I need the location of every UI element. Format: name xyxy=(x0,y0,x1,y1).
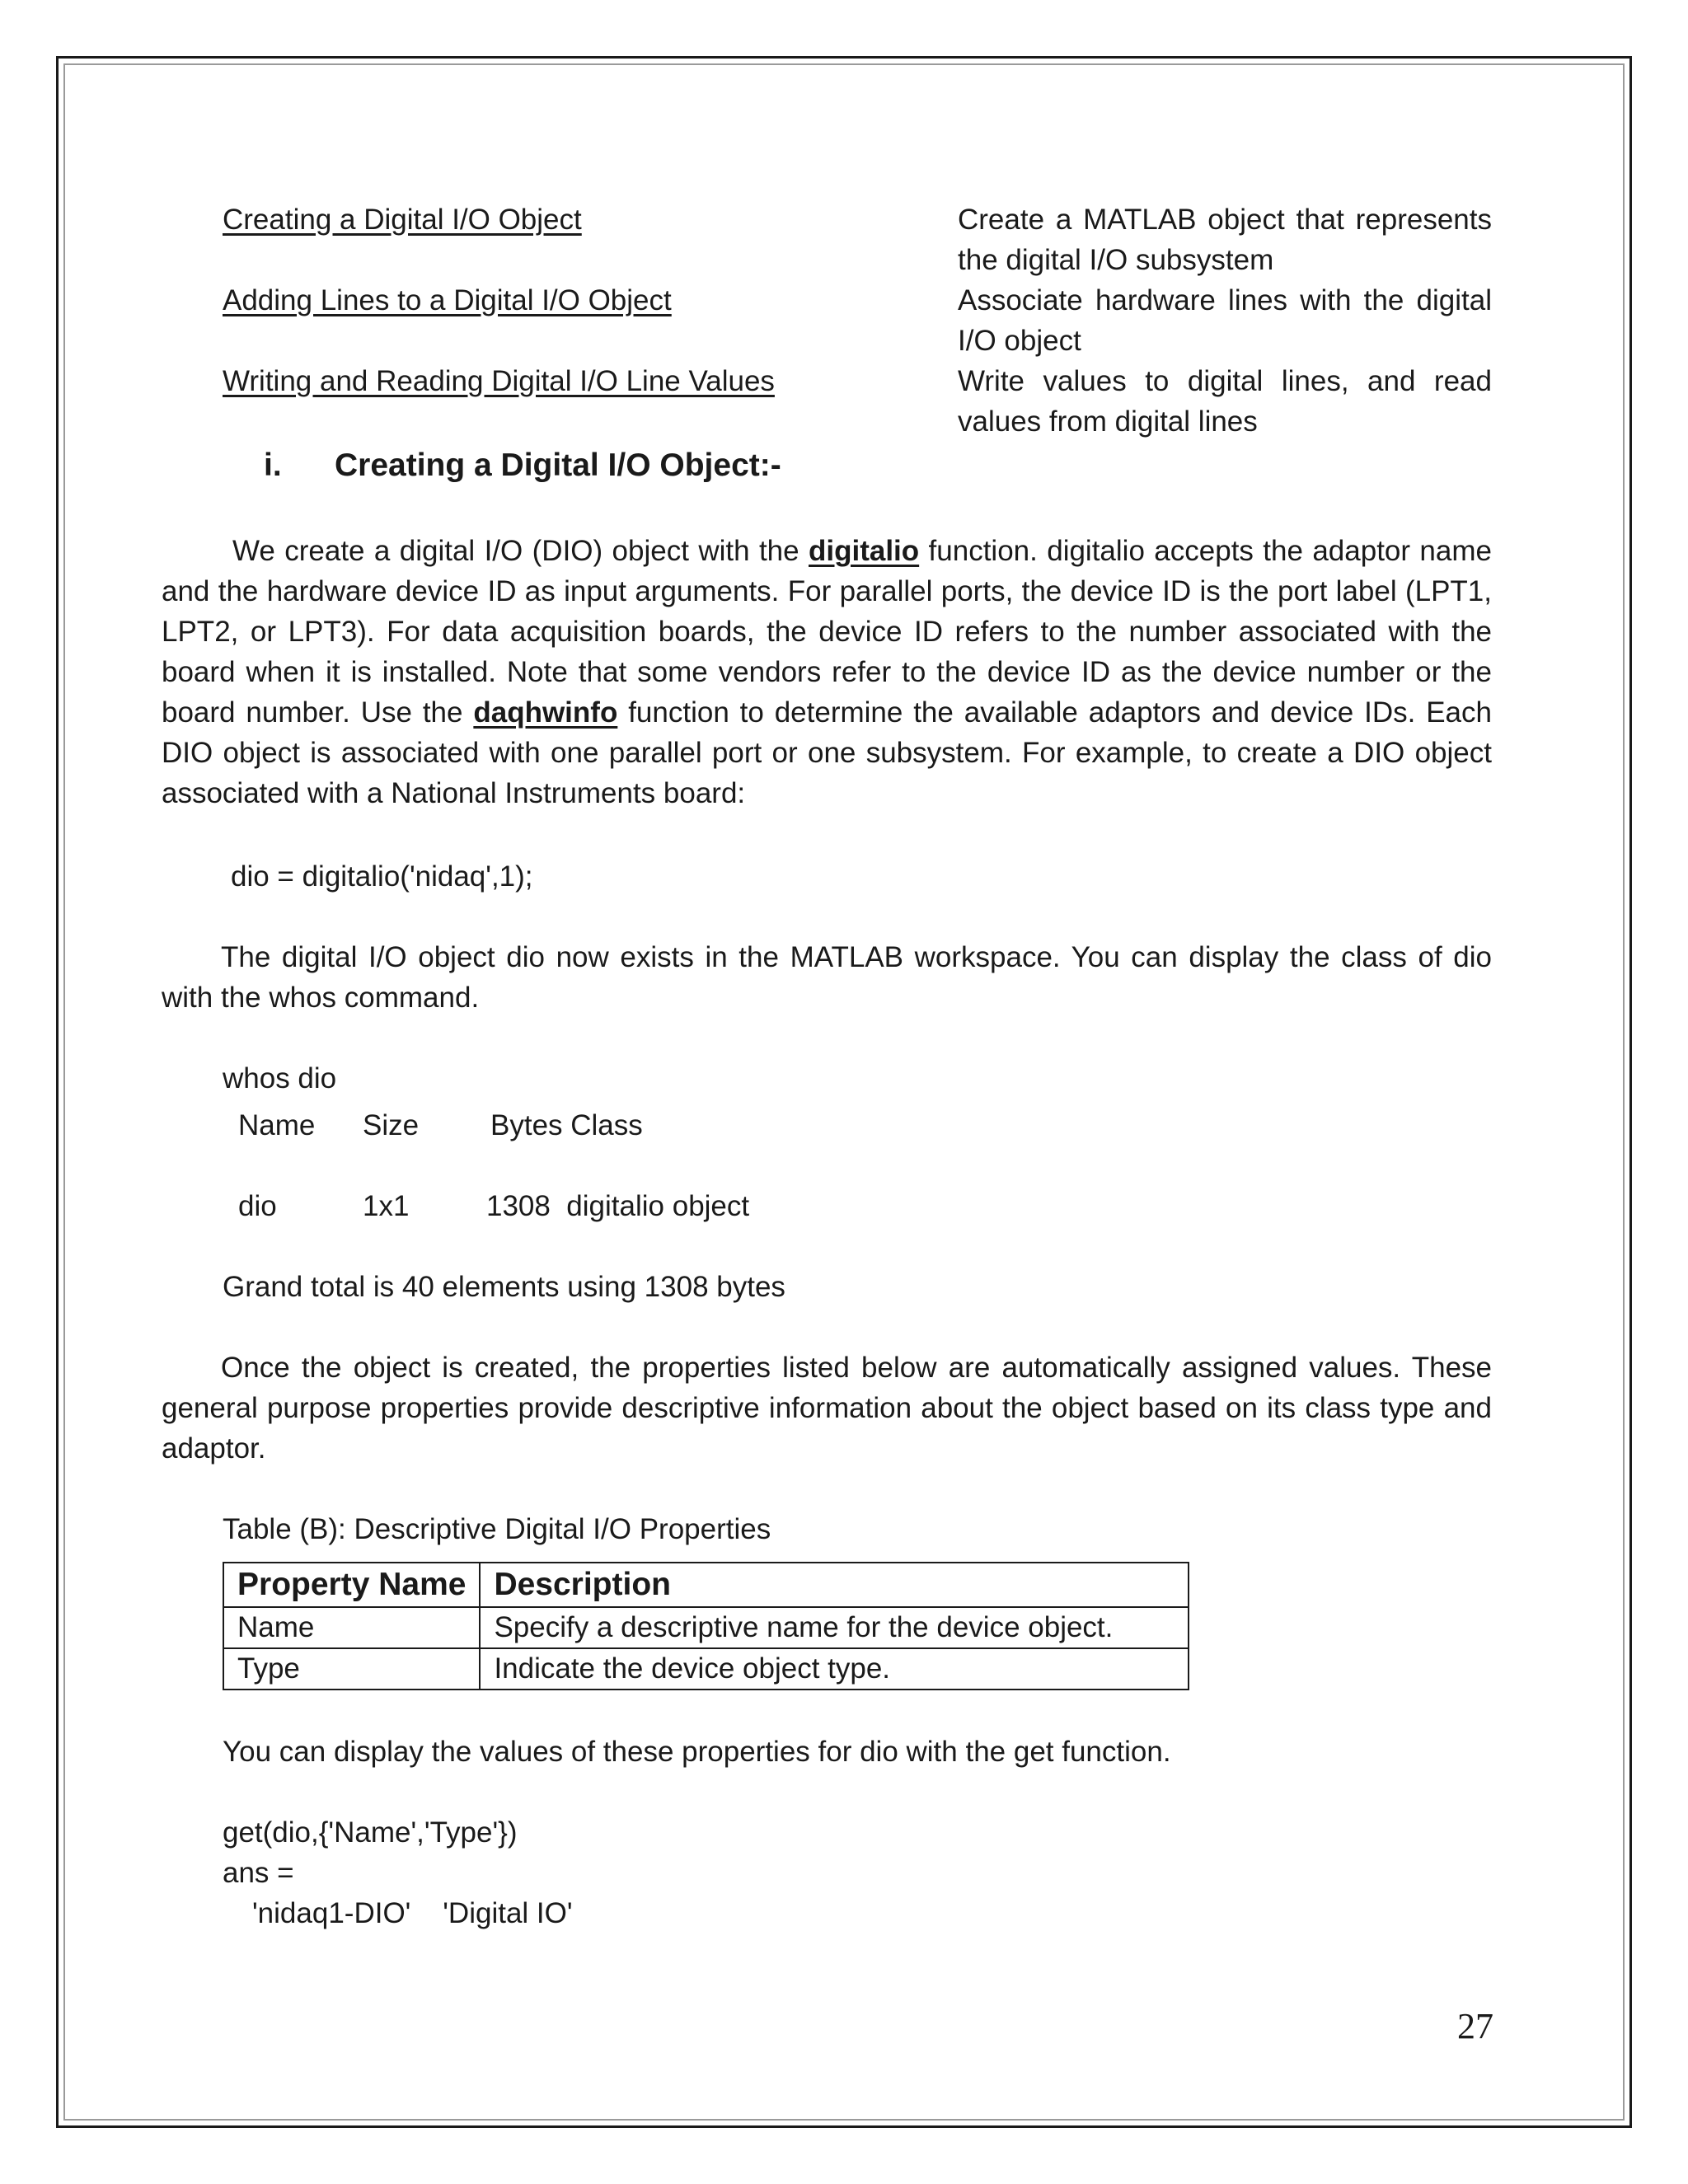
toc-description-3: Write values to digital lines, and read values from digital lines xyxy=(958,365,1492,438)
table-cell-description: Indicate the device object type. xyxy=(480,1648,1189,1690)
paragraph-get-function: You can display the values of these properties for dio with the get function. xyxy=(223,1736,1171,1768)
whos-header-name: Name xyxy=(238,1109,316,1141)
whos-row-size: 1x1 xyxy=(363,1190,410,1222)
whos-grand-total: Grand total is 40 elements using 1308 bytes xyxy=(223,1271,785,1303)
properties-table xyxy=(223,1562,1189,1690)
link-adding-lines[interactable]: Adding Lines to a Digital I/O Object xyxy=(223,284,672,316)
code-ans-values: 'nidaq1-DIO' 'Digital IO' xyxy=(252,1897,573,1929)
table-cell-property: Type xyxy=(223,1648,480,1690)
whos-row-bytes-class: 1308 digitalio object xyxy=(486,1190,750,1222)
whos-row-name: dio xyxy=(238,1190,277,1222)
keyword-daqhwinfo[interactable]: daqhwinfo xyxy=(473,696,618,729)
code-get-call: get(dio,{'Name','Type'}) xyxy=(223,1816,518,1849)
table-header-property-name: Property Name xyxy=(223,1563,480,1607)
table-cell-description: Specify a descriptive name for the device object. xyxy=(480,1607,1189,1648)
paragraph-properties: Once the object is created, the properties listed below are automatically assigned values. These general purpose properties provide descriptive information about the object based on its class type and adaptor. xyxy=(162,1352,1492,1465)
page-number: 27 xyxy=(1457,2006,1493,2046)
whos-header-bytes-class: Bytes Class xyxy=(490,1109,643,1141)
table-caption: Table (B): Descriptive Digital I/O Properties xyxy=(223,1513,771,1545)
code-ans: ans = xyxy=(223,1857,294,1889)
link-writing-reading-values[interactable]: Writing and Reading Digital I/O Line Values xyxy=(223,365,775,397)
whos-header-size: Size xyxy=(363,1109,420,1141)
toc-description-2: Associate hardware lines with the digital I/O object xyxy=(958,284,1492,357)
keyword-digitalio[interactable]: digitalio xyxy=(809,535,920,567)
table-header-row xyxy=(223,1563,1189,1607)
table-header-description: Description xyxy=(480,1563,1189,1607)
section-number: i. xyxy=(264,448,282,483)
toc-description-1: Create a MATLAB object that represents the digital I/O subsystem xyxy=(958,204,1492,276)
section-title: Creating a Digital I/O Object:- xyxy=(335,448,781,483)
code-create-dio: dio = digitalio('nidaq',1); xyxy=(231,860,533,893)
paragraph-intro: We create a digital I/O (DIO) object with the digitalio function. digitalio accepts the adaptor name and the hardware device ID as input arguments. For parallel ports, the device ID is the port label (LPT1, LPT2, or LPT3). For data acquisition boards, the device ID refers to the number associated with the board when it is installed. Note that some vendors refer to the device ID as the device number or the board number. Use the daqhwinfo function to determine the available adaptors and device IDs. Each DIO object is associated with one parallel port or one subsystem. For example, to create a DIO object associated with a National Instruments board: xyxy=(162,535,1492,809)
code-whos-command: whos dio xyxy=(223,1062,337,1094)
paragraph-workspace: The digital I/O object dio now exists in the MATLAB workspace. You can display the class of dio with the whos command. xyxy=(162,941,1492,1014)
table-cell-property: Name xyxy=(223,1607,480,1648)
table-row xyxy=(223,1607,1189,1648)
table-row xyxy=(223,1648,1189,1690)
link-creating-dio-object[interactable]: Creating a Digital I/O Object xyxy=(223,204,582,236)
